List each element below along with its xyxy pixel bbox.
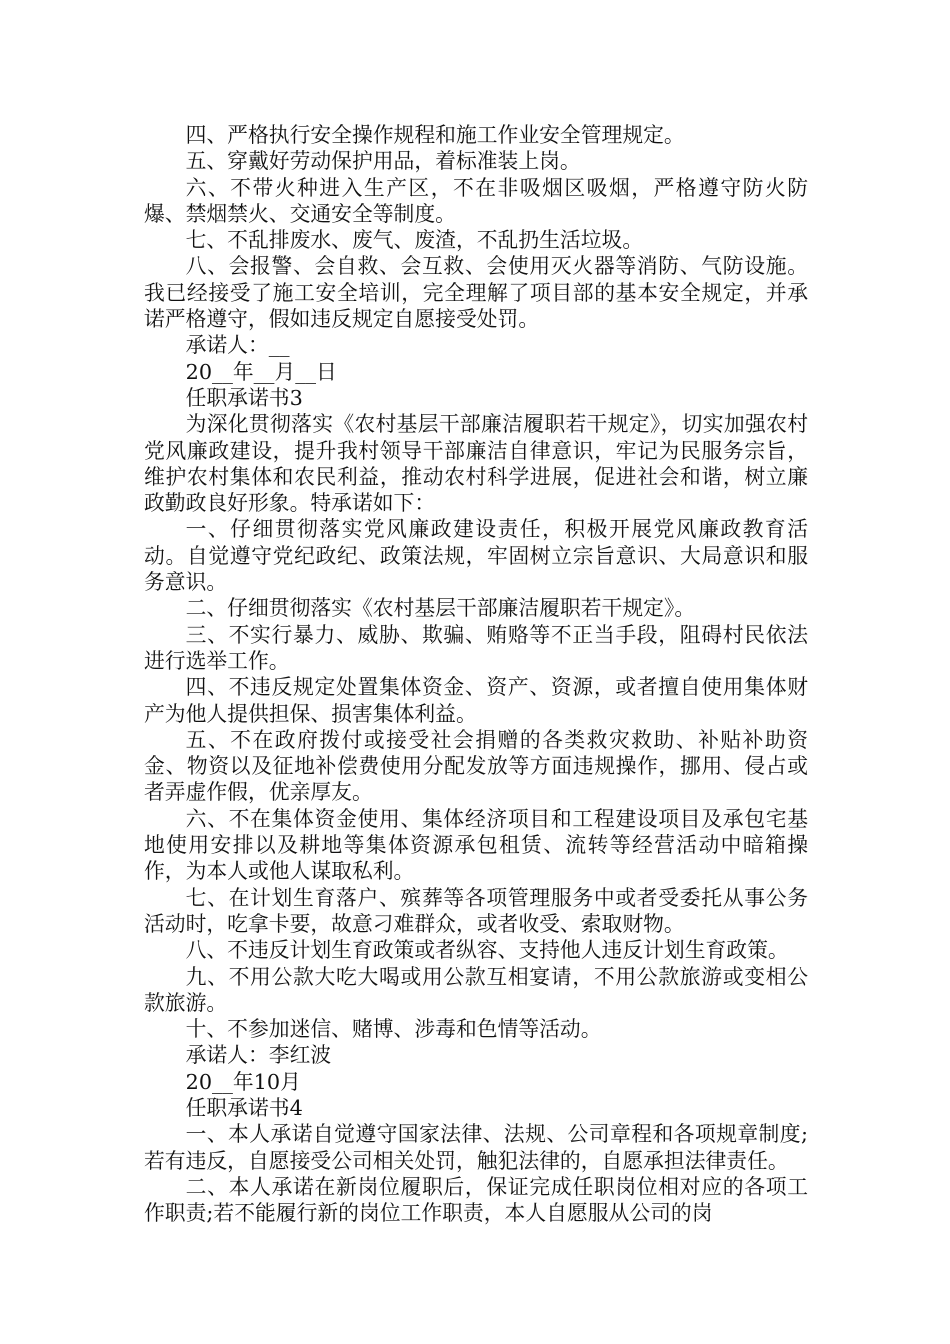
paragraph-safety-item-4: 四、严格执行安全操作规程和施工作业安全管理规定。 [185,123,685,147]
paragraph-safety-item-5: 五、穿戴好劳动保护用品，着标准装上岗。 [185,149,581,174]
paragraph-safety-item-6: 六、不带火种进入生产区，不在非吸烟区吸烟，严格遵守防火防爆、禁烟禁火、交通安全等制度。 [144,175,808,226]
paragraph-pledge-9: 九、不用公款大吃大喝或用公款互相宴请，不用公款旅游或变相公款旅游。 [144,964,808,1015]
paragraph-pledge-4: 四、不违反规定处置集体资金、资产、资源，或者擅自使用集体财产为他人提供担保、损害集体利益。 [144,675,808,726]
date-line-1: 20__年__月__日 [185,359,337,384]
signatory-line-1: 承诺人：__ [185,333,290,358]
paragraph-commitment-2: 二、本人承诺在新岗位履职后，保证完成任职岗位相对应的各项工作职责;若不能履行新的岗位工作职责，本人自愿服从公司的岗 [144,1174,808,1226]
paragraph-pledge-5: 五、不在政府拨付或接受社会捐赠的各类救灾救助、补贴补助资金、物资以及征地补偿费使用分配发放等方面违规操作，挪用、侵占或者弄虚作假，优亲厚友。 [144,727,808,805]
date-line-2: 20__年10月 [185,1069,301,1094]
section-heading-3: 任职承诺书3 [185,385,303,410]
paragraph-pledge-10: 十、不参加迷信、赌博、涉毒和色情等活动。 [185,1017,602,1042]
paragraph-safety-item-8: 八、会报警、会自救、会互救、会使用灭火器等消防、气防设施。我已经接受了施工安全培训，完全理解了项目部的基本安全规定，并承诺严格遵守，假如违反规定自愿接受处罚。 [144,254,808,332]
signatory-line-2: 承诺人：李红波 [185,1043,332,1068]
paragraph-pledge-1: 一、仔细贯彻落实党风廉政建设责任，积极开展党风廉政教育活动。自觉遵守党纪政纪、政策法规，牢固树立宗旨意识、大局意识和服务意识。 [144,517,808,595]
paragraph-pledge-6: 六、不在集体资金使用、集体经济项目和工程建设项目及承包宅基地使用安排以及耕地等集体资源承包租赁、流转等经营活动中暗箱操作，为本人或他人谋取私利。 [144,806,808,884]
document-body [144,122,808,1226]
paragraph-intro-3: 为深化贯彻落实《农村基层干部廉洁履职若干规定》，切实加强农村党风廉政建设，提升我村领导干部廉洁自律意识，牢记为民服务宗旨，维护农村集体和农民利益，推动农村科学进展，促进社会和谐，树立廉政勤政良好形象。特承诺如下： [144,412,808,516]
paragraph-pledge-3: 三、不实行暴力、威胁、欺骗、贿赂等不正当手段，阻碍村民依法进行选举工作。 [144,622,808,673]
paragraph-pledge-2: 二、仔细贯彻落实《农村基层干部廉洁履职若干规定》。 [185,596,696,621]
paragraph-safety-item-7: 七、不乱排废水、废气、废渣，不乱扔生活垃圾。 [185,228,644,253]
paragraph-pledge-7: 七、在计划生育落户、殡葬等各项管理服务中或者受委托从事公务活动时，吃拿卡要，故意刁难群众，或者收受、索取财物。 [144,885,808,936]
section-heading-4: 任职承诺书4 [185,1095,303,1120]
paragraph-pledge-8: 八、不违反计划生育政策或者纵容、支持他人违反计划生育政策。 [185,938,789,963]
paragraph-commitment-1: 一、本人承诺自觉遵守国家法律、法规、公司章程和各项规章制度;若有违反，自愿接受公司相关处罚，触犯法律的，自愿承担法律责任。 [144,1122,808,1173]
